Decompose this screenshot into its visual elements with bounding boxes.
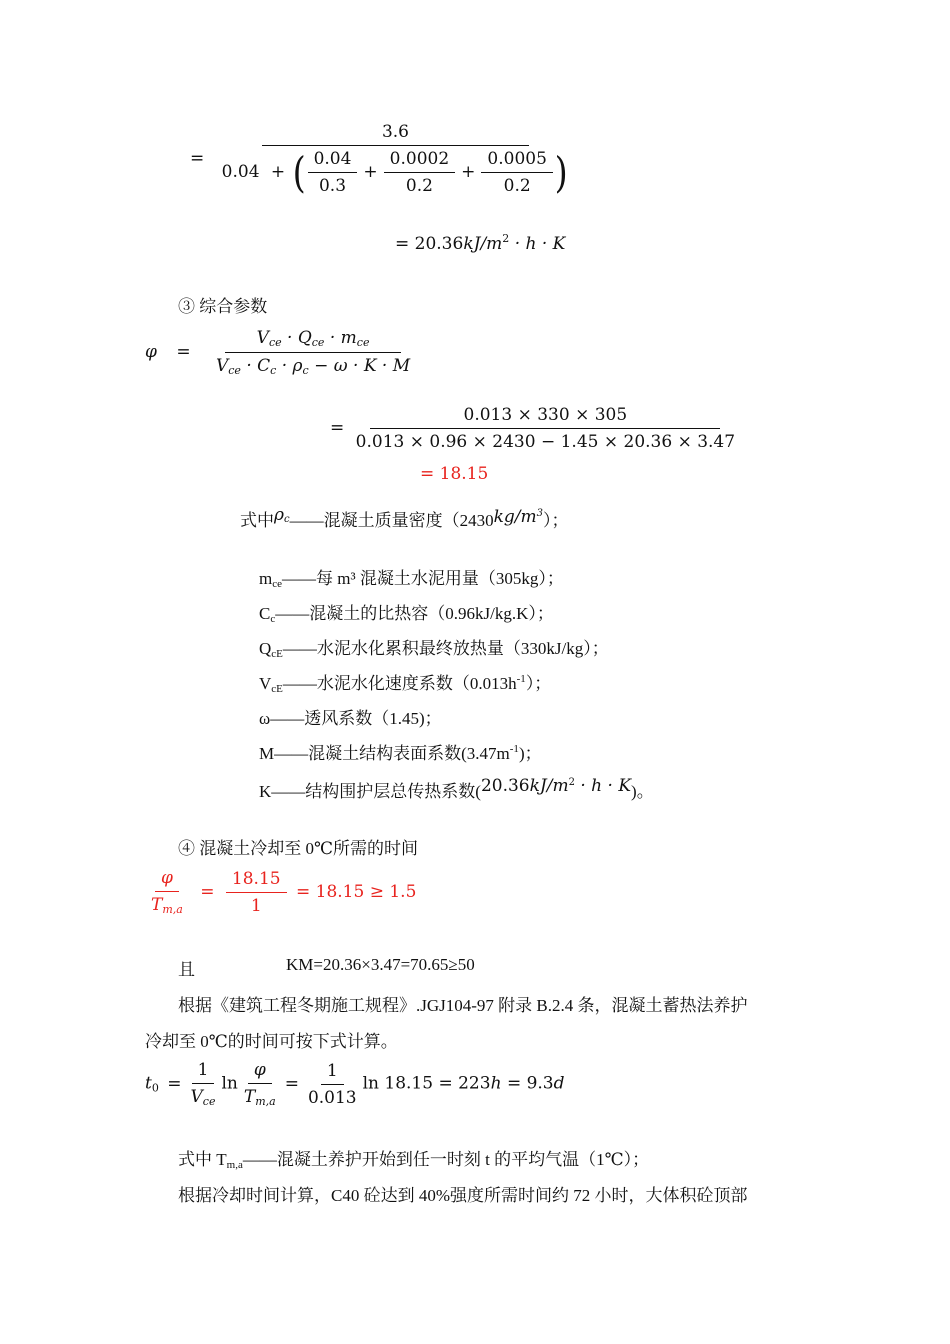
term2-num: 0.0002 <box>384 149 455 173</box>
legend-intro: 式中 <box>240 511 274 530</box>
equals-sign: = <box>176 342 191 362</box>
legend-text: ——透风系数（1.45)； <box>270 709 442 728</box>
rho-unit-text: kg/m <box>493 507 537 527</box>
t0-sub: 0 <box>151 1081 159 1095</box>
legend-text: ——每 m³ 混凝土水泥用量（305kg）； <box>282 569 564 588</box>
phi-fraction <box>210 328 416 377</box>
v-sub: ce <box>202 1095 216 1108</box>
days-unit: d <box>553 1073 565 1094</box>
t-den <box>238 1084 282 1108</box>
result-unit: kJ/m <box>463 234 503 254</box>
legend-item <box>259 704 442 729</box>
paragraph-line: 冷却至 0℃的时间可按下式计算。 <box>145 1032 398 1051</box>
denominator <box>216 146 576 196</box>
legend-sym: ω <box>259 709 271 728</box>
term1-den: 0.3 <box>318 176 347 196</box>
tma-prefix: 式中 T <box>178 1150 227 1169</box>
equals-sign: = <box>190 148 205 169</box>
rho-sub: c <box>284 514 290 525</box>
plus-sign: + <box>270 162 286 182</box>
legend-item <box>259 599 554 625</box>
ln: ln <box>221 1073 238 1094</box>
legend-item <box>259 634 609 660</box>
rho-unit <box>494 507 543 527</box>
rho-text: ——混凝土质量密度（2430 <box>289 511 494 530</box>
frac-one-over-v <box>185 1060 222 1108</box>
phi-numerator: $V_{ce} \cdot Q_{ce} \cdot m_{ce}$ <box>225 328 401 353</box>
k-text: K——结构围护层总传热系数( <box>259 782 481 801</box>
legend-sub: cE <box>271 648 283 660</box>
km-prefix: 且 <box>178 960 195 979</box>
paragraph-line: 根据冷却时间计算，C40 砼达到 40%强度所需时间约 72 小时，大体积砼顶部 <box>178 1186 748 1205</box>
v-symbol: V <box>190 1087 203 1107</box>
value-num: 18.15 <box>226 869 287 893</box>
equation-phi-substituted <box>330 405 741 452</box>
legend-text: ——混凝土的比热容（0.96kJ/kg.K）； <box>275 604 554 623</box>
equation-phi-formula <box>145 328 416 377</box>
t-sub: m,a <box>162 903 183 916</box>
phi-sub-denominator: 0.013 × 0.96 × 2430 − 1.45 × 20.36 × 3.47 <box>355 432 736 452</box>
phi-denominator: $V_{ce} \cdot C_c \cdot \rho_c - \omega \cdot K \cdot M$ <box>215 356 411 377</box>
paragraph-line <box>178 1145 649 1171</box>
term1-num: 0.04 <box>308 149 358 173</box>
legend-tail: )； <box>518 744 542 763</box>
legend-sup: -1 <box>509 743 519 755</box>
heat-transfer-fraction <box>216 122 576 196</box>
tma-sub: m,a <box>226 1159 243 1171</box>
section-3-heading: ③ 综合参数 <box>178 297 268 316</box>
legend-item-k <box>259 776 654 802</box>
legend-text: ——水泥水化累积最终放热量（330kJ/kg）； <box>282 639 609 658</box>
legend-sym: m <box>259 569 273 588</box>
equals-sign: = <box>330 418 345 438</box>
legend-item <box>259 739 542 764</box>
frac-one-over-value <box>302 1061 363 1108</box>
rho-char: ρ <box>274 505 284 525</box>
ln-result: ln 18.15 = 223 <box>362 1073 491 1094</box>
den-value: 0.013 <box>307 1087 357 1108</box>
equation-heat-transfer <box>190 122 575 196</box>
phi-sub-fraction <box>350 405 741 452</box>
legend-sub: cE <box>271 683 283 695</box>
one: 1 <box>192 1060 215 1084</box>
term3-num: 0.0005 <box>481 149 552 173</box>
legend-tail: ）； <box>525 674 552 693</box>
k-value: 20.36 <box>480 776 530 796</box>
result-value: = 20.36 <box>395 234 464 254</box>
numerator: 3.6 <box>262 122 529 146</box>
legend-sym: Q <box>259 639 272 658</box>
phi: φ <box>248 1060 272 1084</box>
legend-rho <box>240 505 569 531</box>
k-tail: · h · K <box>580 776 632 796</box>
t-sub: m,a <box>255 1095 276 1108</box>
t0-symbol: t <box>145 1073 152 1094</box>
km-equation: KM=20.36×3.47=70.65≥50 <box>286 955 475 974</box>
tma-text: ——混凝土养护开始到任一时刻 t 的平均气温（1℃）； <box>242 1150 650 1169</box>
rho-symbol <box>274 505 290 525</box>
heat-transfer-result <box>395 232 565 254</box>
one: 1 <box>321 1061 344 1085</box>
phi-over-t-fraction <box>145 868 189 916</box>
paragraph-line: 根据《建筑工程冬期施工规程》.JGJ104-97 附录 B.2.4 条，混凝土蓄热法养护 <box>178 996 748 1015</box>
paren-close: ) <box>554 147 568 197</box>
value-fraction <box>226 869 287 916</box>
equation-phi-over-t: $\frac{\varphi}{T_{m,a}}$ = $\frac{18.15}{1}$ = 18.15 ≥ 1.5 <box>145 868 416 916</box>
legend-item <box>259 669 551 695</box>
t-den <box>145 892 189 916</box>
result-exp: 2 <box>502 232 510 245</box>
term3-den: 0.2 <box>503 176 531 196</box>
legend-text: ——水泥水化速度系数（0.013h <box>282 674 517 693</box>
phi-num: φ <box>155 868 179 892</box>
legend-sym: V <box>259 674 272 693</box>
t-symbol: T <box>243 1087 256 1107</box>
legend-sym: M <box>259 744 275 763</box>
section-4-heading: ④ 混凝土冷却至 0℃所需的时间 <box>178 839 419 858</box>
term2 <box>384 149 455 196</box>
t-symbol: T <box>151 895 163 915</box>
den-lead: 0.04 <box>221 162 260 182</box>
term1 <box>308 149 358 196</box>
legend-item <box>259 564 564 590</box>
legend-sup: -1 <box>516 673 526 685</box>
k-value-group <box>481 776 631 796</box>
phi-symbol: φ <box>145 342 157 362</box>
legend-sub: c <box>270 613 276 625</box>
phi-result: = 18.15 <box>420 464 489 484</box>
term2-den: 0.2 <box>405 176 433 196</box>
frac-phi-over-t <box>238 1060 282 1108</box>
k-unit: kJ/m <box>529 776 569 796</box>
equation-t0: $t_0$ = $\frac{1}{V_{ce}}$ ln $\frac{\varphi}{T_{m,a}}$ = $\frac{1}{0.013}$ ln 18.15 = 223h = 9.3d <box>145 1060 565 1108</box>
comparison: = 18.15 ≥ 1.5 <box>295 881 417 902</box>
paren-open: ( <box>292 147 306 197</box>
plus-sign: + <box>461 162 476 182</box>
term3 <box>481 149 552 196</box>
hours-unit: h <box>490 1073 502 1094</box>
legend-sub: ce <box>272 578 282 590</box>
phi-sub-numerator: 0.013 × 330 × 305 <box>370 405 720 429</box>
rho-end: ）； <box>543 511 569 530</box>
v-den <box>185 1084 222 1108</box>
legend-text: ——混凝土结构表面系数(3.47m <box>274 744 510 763</box>
k-exp: 2 <box>568 777 575 788</box>
value-den: 1 <box>250 895 262 916</box>
rho-unit-exp: 3 <box>536 508 544 519</box>
legend-sym: C <box>259 604 271 623</box>
result-tail: · h · K <box>514 234 566 254</box>
k-end: )。 <box>631 782 654 801</box>
days-value: = 9.3 <box>506 1073 554 1094</box>
plus-sign: + <box>363 162 378 182</box>
